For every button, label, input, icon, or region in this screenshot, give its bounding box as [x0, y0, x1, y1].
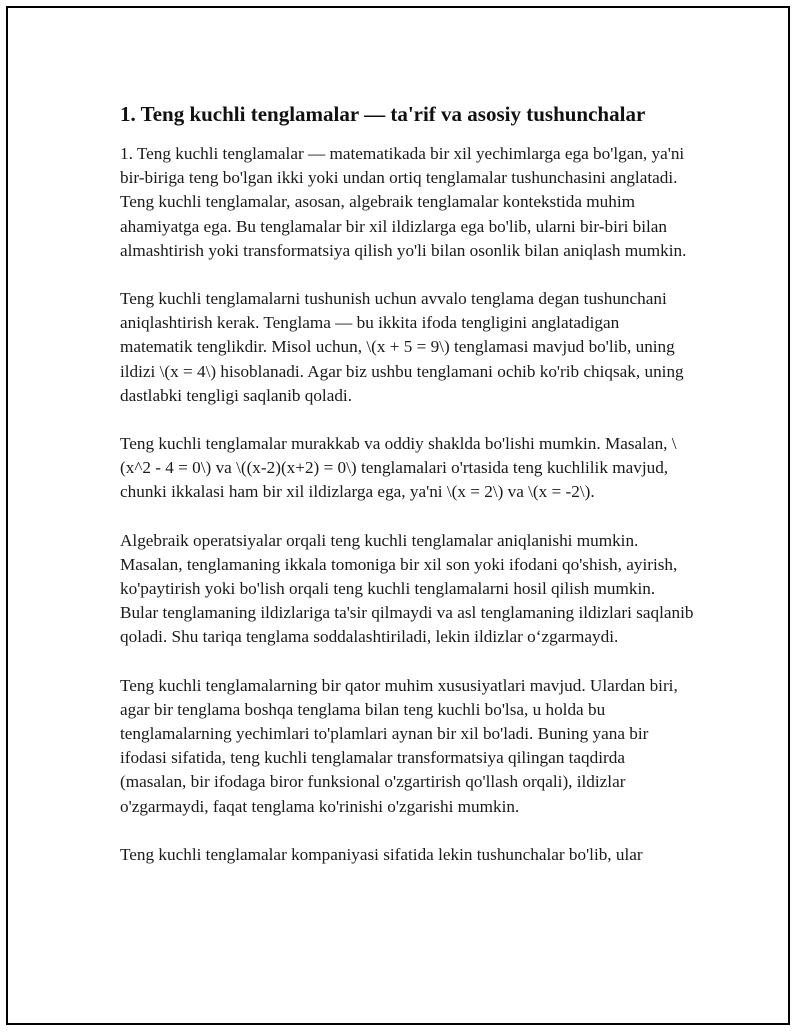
paragraph-4: Algebraik operatsiyalar orqali teng kuchli tenglamalar aniqlanishi mumkin. Masalan, tenglamaning ikkala tomoniga bir xil son yoki ifodani qo'shish, ayirish, ko'paytirish yoki bo'lish orqali teng kuchli tenglamalarni hosil qilish mumkin. Bular tenglamaning ildizlariga ta'sir qilmaydi va asl tenglamaning ildizlari saqlanib qoladi. Shu tariqa tenglama soddalashtiriladi, lekin ildizlar o‘zgarmaydi.	[120, 530, 694, 647]
paragraph-5: Teng kuchli tenglamalarning bir qator muhim xususiyatlari mavjud. Ulardan biri, agar bir tenglama boshqa tenglama bilan teng kuchli bo'lsa, u holda bu tenglamalarning yechimlari to'plamlari aynan bir xil bo'ladi. Buning yana bir ifodasi sifatida, teng kuchli tenglamalar transformatsiya qilingan taqdirda (masalan, bir ifodaga biror funksional o'zgartirish qo'llash orqali), ildizlar o'zgarmaydi, faqat tenglama ko'rinishi o'zgarishi mumkin.	[120, 675, 678, 816]
document-body	[120, 100, 695, 891]
paragraph-6: Teng kuchli tenglamalar kompaniyasi sifatida lekin tushunchalar bo'lib, ular	[120, 844, 643, 864]
paragraph-1: 1. Teng kuchli tenglamalar — matematikada bir xil yechimlarga ega bo'lgan, ya'ni bir-biriga teng bo'lgan ikki yoki undan ortiq tenglamalar tushunchasini anglatadi. Teng kuchli tenglamalar, asosan, algebraik tenglamalar kontekstida muhim ahamiyatga ega. Bu tenglamalar bir xil ildizlarga ega bo'lib, ularni bir-biri bilan almashtirish yoki transformatsiya qilish yo'li bilan osonlik bilan aniqlash mumkin.	[120, 144, 687, 260]
paragraph-2: Teng kuchli tenglamalarni tushunish uchun avvalo tenglama degan tushunchani aniqlashtirish kerak. Tenglama — bu ikkita ifoda tengligini anglatadigan matematik tenglikdir. Misol uchun, \(x + 5 = 9\) tenglamasi mavjud bo'lib, uning ildizi \(x = 4\) hisoblanadi. Agar biz ushbu tenglamani ochib ko'rib chiqsak, uning dastlabki tengligi saqlanib qoladi.	[120, 289, 684, 405]
section-title: 1. Teng kuchli tenglamalar — ta'rif va asosiy tushunchalar	[120, 102, 646, 126]
page-frame	[6, 6, 790, 1025]
paragraph-3: Teng kuchli tenglamalar murakkab va oddiy shaklda bo'lishi mumkin. Masalan, \(x^2 - 4 = 0\) va \((x-2)(x+2) = 0\) tenglamalari o'rtasida teng kuchlilik mavjud, chunki ikkalasi ham bir xil ildizlarga ega, ya'ni \(x = 2\) va \(x = -2\).	[120, 434, 677, 502]
